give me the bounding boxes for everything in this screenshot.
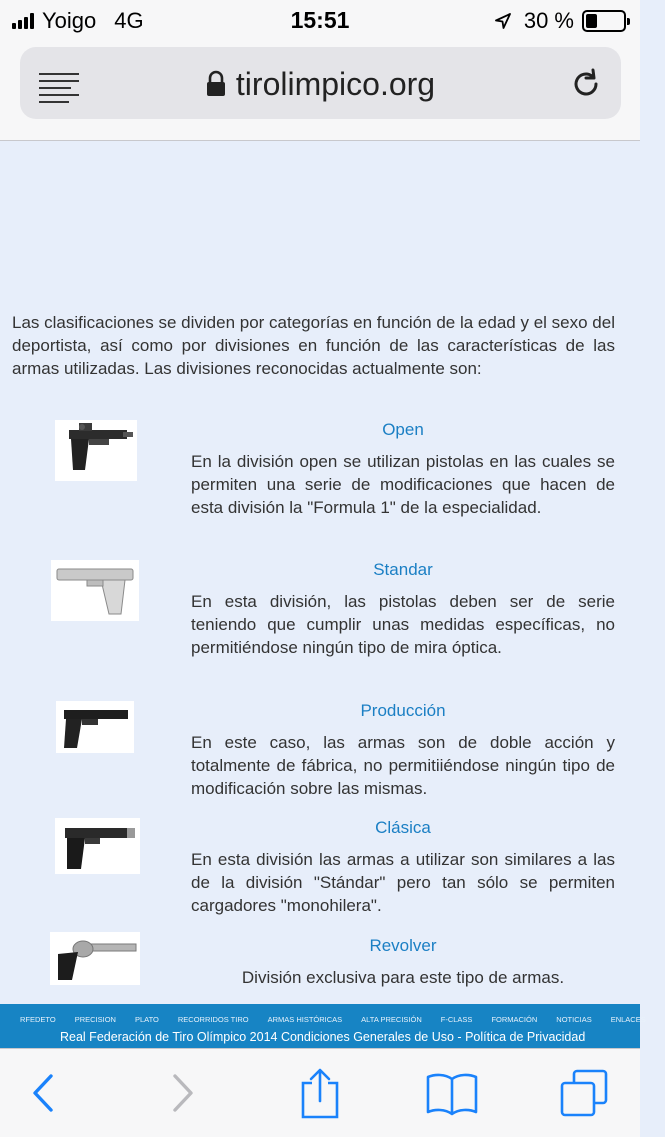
site-footer xyxy=(0,1004,646,1048)
status-bar xyxy=(0,0,640,40)
footer-nav-link[interactable]: F-CLASS xyxy=(440,1015,473,1024)
footer-legal-text[interactable]: Real Federación de Tiro Olímpico 2014 Condiciones Generales de Uso - Política de Privacidad xyxy=(60,1030,586,1044)
forward-chevron-icon[interactable] xyxy=(143,1049,223,1137)
division-title: Clásica xyxy=(375,818,431,837)
location-arrow-icon xyxy=(494,12,512,30)
browser-top-bar xyxy=(0,40,640,141)
footer-nav-link[interactable]: NOTICIAS xyxy=(556,1015,592,1024)
intro-paragraph: Las clasificaciones se dividen por categorías en función de la edad y el sexo del deportista, así como por divisiones en función de las características de las armas utilizadas. Las divisiones reconocidas actualmente son: xyxy=(12,313,615,378)
footer-nav-link[interactable]: RECORRIDOS TIRO xyxy=(177,1015,249,1024)
status-right xyxy=(494,8,626,34)
reload-icon[interactable] xyxy=(569,67,603,106)
footer-nav xyxy=(20,1015,665,1024)
browser-toolbar xyxy=(0,1048,640,1137)
url-display[interactable] xyxy=(20,66,621,105)
standar-pistol-image xyxy=(51,560,139,621)
footer-nav-link[interactable]: PRECISION xyxy=(74,1015,116,1024)
division-description: En la división open se utilizan pistolas en las cuales se permiten una serie de modificaciones que hacen de esta división la "Formula 1" de la especialidad. xyxy=(191,452,615,517)
footer-nav-link[interactable]: FORMACIÓN xyxy=(491,1015,538,1024)
battery-percentage: 30 % xyxy=(523,8,574,33)
footer-nav-link[interactable]: ARMAS HISTÓRICAS xyxy=(267,1015,343,1024)
clasica-pistol-image xyxy=(55,818,140,874)
status-time: 15:51 xyxy=(290,7,350,33)
footer-nav-link[interactable]: RFEDETO xyxy=(20,1015,56,1024)
battery-icon xyxy=(582,10,626,32)
division-description: En este caso, las armas son de doble acción y totalmente de fábrica, no permitiiéndose ningún tipo de modificación sobre las mismas. xyxy=(191,733,615,798)
share-icon[interactable] xyxy=(280,1049,360,1137)
page-content xyxy=(0,141,640,1005)
division-description: En esta división las armas a utilizar son similares a las de la división "Stándar" pero tan sólo se permiten cargadores "monohilera". xyxy=(191,850,615,915)
division-title: Producción xyxy=(360,701,446,720)
bookmarks-icon[interactable] xyxy=(412,1049,492,1137)
division-description: En esta división, las pistolas deben ser de serie teniendo que cumplir unas medidas específicas, no permitiéndose ningún tipo de mira óptica. xyxy=(191,592,615,657)
address-bar[interactable] xyxy=(20,47,621,119)
network-type: 4G xyxy=(114,8,144,33)
revolver-image xyxy=(50,932,140,985)
open-pistol-image xyxy=(55,420,137,481)
footer-nav-link[interactable]: ENLACES xyxy=(610,1015,646,1024)
lock-icon xyxy=(206,68,226,105)
back-chevron-icon[interactable] xyxy=(3,1049,83,1137)
produccion-pistol-image xyxy=(56,701,134,753)
footer-nav-link[interactable]: PLATO xyxy=(134,1015,159,1024)
tabs-icon[interactable] xyxy=(544,1049,624,1137)
division-title: Revolver xyxy=(369,936,437,955)
url-text: tirolimpico.org xyxy=(235,66,436,102)
division-title: Standar xyxy=(373,560,433,579)
battery-tip xyxy=(627,18,630,25)
division-description: División exclusiva para este tipo de armas. xyxy=(241,968,565,987)
battery-level-fill xyxy=(586,14,597,28)
footer-nav-link[interactable]: ALTA PRECISIÓN xyxy=(361,1015,422,1024)
division-title: Open xyxy=(382,420,424,439)
carrier-name: Yoigo xyxy=(42,8,97,33)
